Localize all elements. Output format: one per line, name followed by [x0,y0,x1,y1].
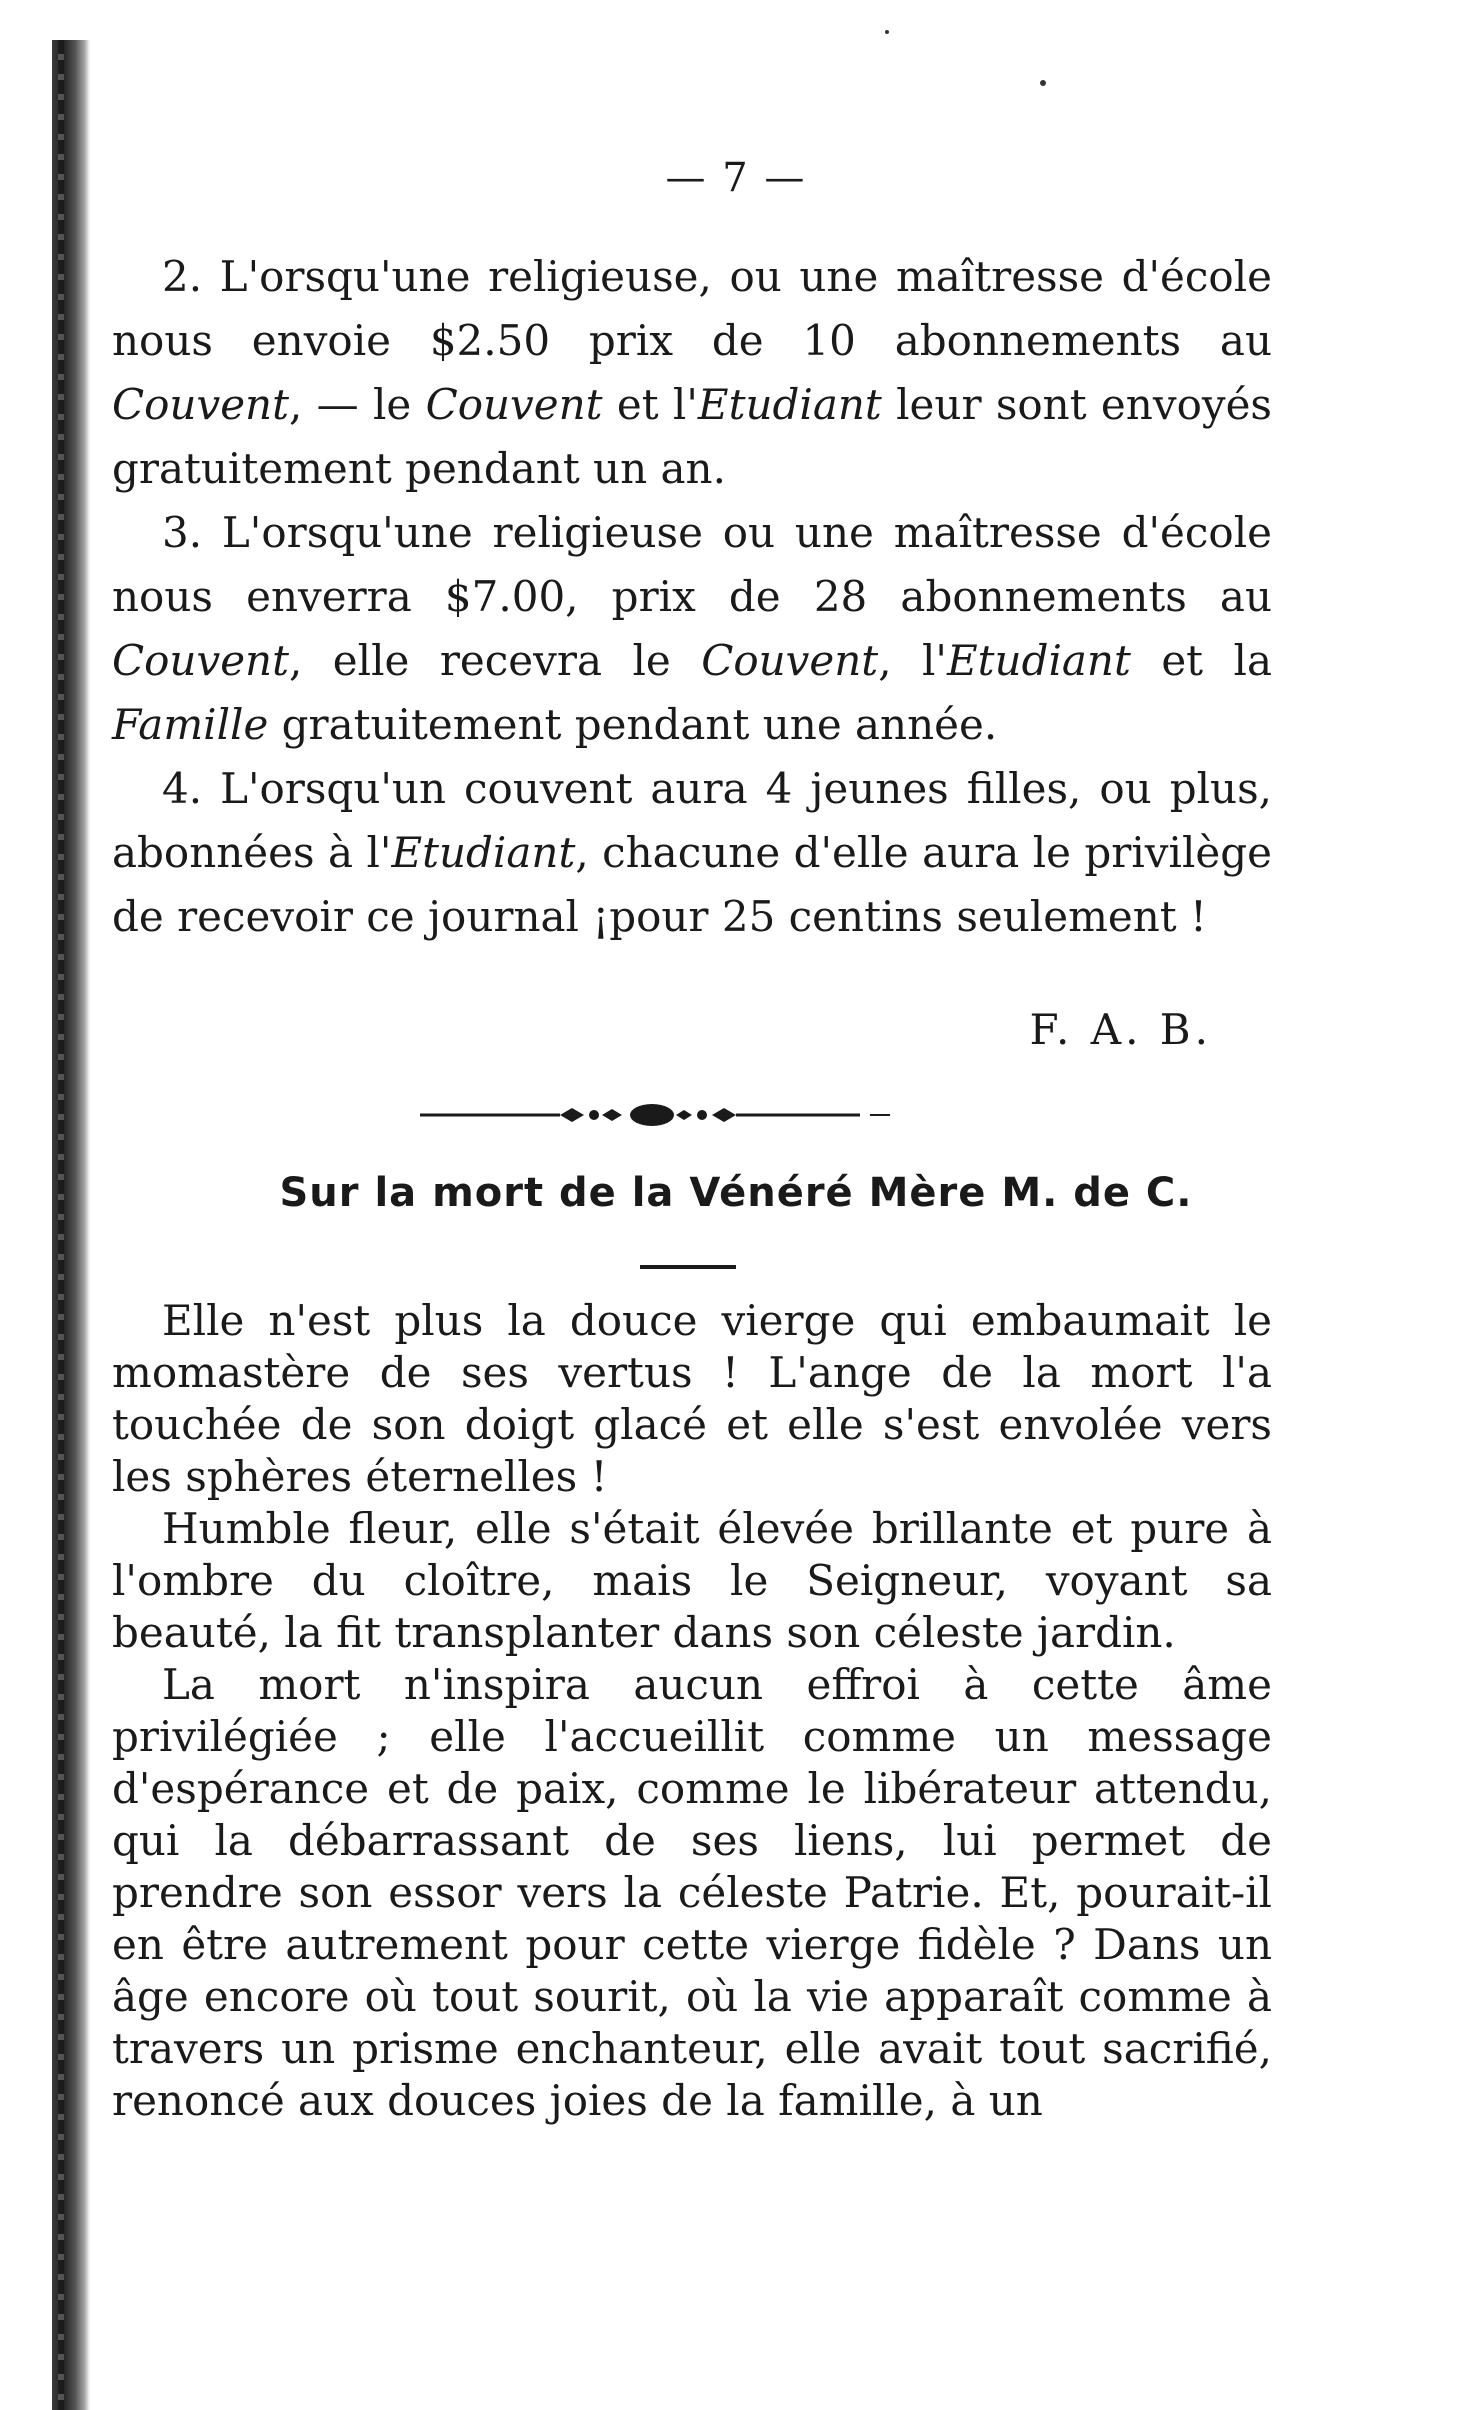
binding-edge [52,40,90,2410]
paragraph-text: leur sont envoyés gratuitement pendant un an. [112,380,1272,493]
ink-speck [1040,80,1046,86]
italic-title-text: Etudiant [697,380,882,429]
italic-title-text: Couvent [425,380,603,429]
page-number: — 7 — [665,155,807,201]
italic-title-text: Couvent [112,636,289,685]
paragraph-text: , — le [288,380,426,429]
italic-title-text: Etudiant [946,636,1131,685]
italic-title-text: Famille [112,700,269,749]
signature-initials: F. A. B. [1029,1005,1212,1054]
italic-title-text: Couvent [701,636,879,685]
paragraph-item-4 [112,757,1272,949]
article-paragraph: Elle n'est plus la douce vierge qui embaumait le momastère de ses vertus ! L'ange de la mort l'a touchée de son doigt glacé et elle s'est envolée vers les sphères éternelles ! [112,1296,1272,1501]
paragraph-item-3 [112,501,1272,757]
article-paragraph: La mort n'inspira aucun effroi à cette âme privilégiée ; elle l'accueillit comme un message d'espérance et de paix, comme le libérateur attendu, qui la débarrassant de ses liens, lui permet de prendre son essor vers la céleste Patrie. Et, pourait-il en être autrement pour cette vierge fidèle ? Dans un âge encore où tout sourit, où la vie apparaît comme à travers un prisme enchanteur, elle avait tout sacrifié, renoncé aux douces joies de la famille, à un [112,1660,1272,2125]
paragraph-text: , l' [878,636,947,685]
paragraph-text: 4. L'orsqu'un couvent aura 4 jeunes filles, ou plus, abonnées à l' [112,764,1272,877]
ornament-divider [420,1095,920,1135]
article-heading: Sur la mort de la Vénéré Mère M. de C. [279,1170,1193,1216]
article-paragraph: Humble fleur, elle s'était élevée brillante et pure à l'ombre du cloître, mais le Seigneur, voyant sa beauté, la fit transplanter dans son céleste jardin. [112,1504,1272,1657]
italic-title-text: Couvent [112,380,289,429]
paragraph-text: , chacune d'elle aura le privilège de recevoir ce journal ¡pour 25 centins seulement ! [112,828,1272,941]
upper-section [112,245,1272,949]
heading-rule [640,1265,736,1269]
paragraph-item-2 [112,245,1272,501]
ink-speck [885,30,889,34]
article-body [112,1295,1272,2127]
paragraph-text: 2. L'orsqu'une religieuse, ou une maîtresse d'école nous envoie $2.50 prix de 10 abonnements au [112,252,1272,365]
paragraph-text: gratuitement pendant une année. [268,700,998,749]
italic-title-text: Etudiant [391,828,576,877]
paragraph-text: et la [1130,636,1272,685]
paragraph-text: 3. L'orsqu'une religieuse ou une maîtresse d'école nous enverra $7.00, prix de 28 abonnements au [112,508,1272,621]
paragraph-text: et l' [602,380,698,429]
paragraph-text: , elle recevra le [288,636,702,685]
